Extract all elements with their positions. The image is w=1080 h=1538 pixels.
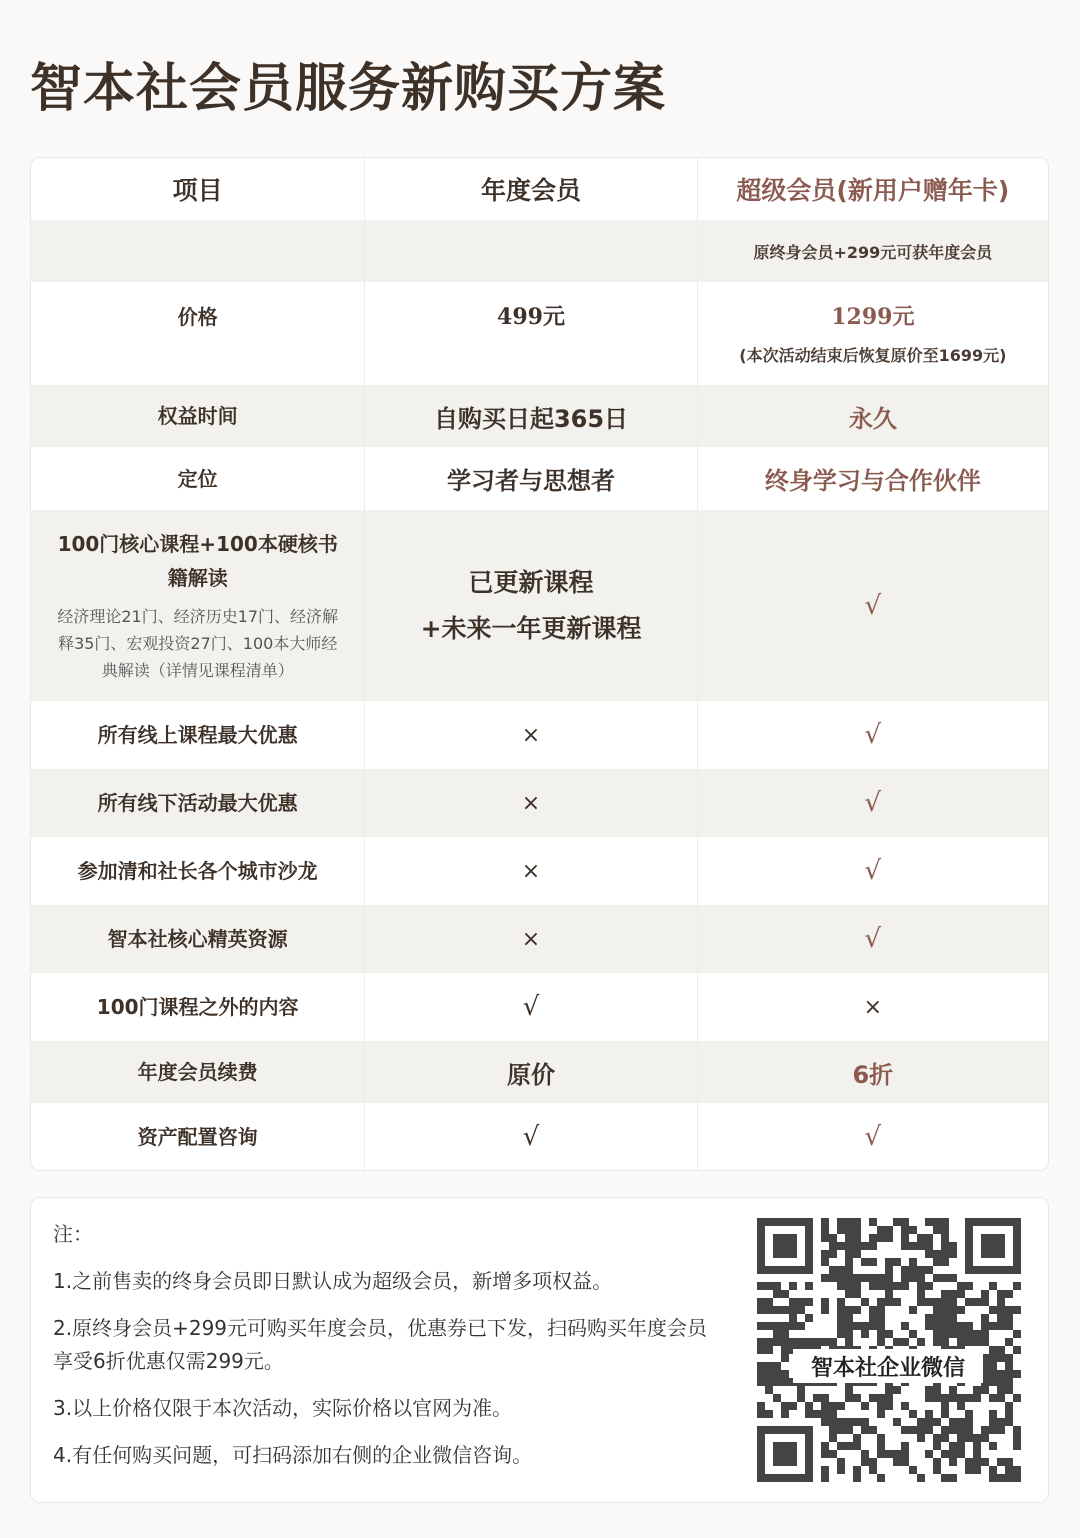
duration-annual: 自购买日起365日 [433, 404, 629, 433]
qr-code[interactable] [753, 1216, 1025, 1484]
row-label: 智本社核心精英资源 [107, 927, 288, 951]
header-note-row [31, 220, 1048, 282]
table-row [31, 769, 1048, 837]
check-icon: √ [864, 924, 882, 954]
check-icon: √ [522, 992, 540, 1022]
note-item: 1.之前售卖的终身会员即日默认成为超级会员，新增多项权益。 [53, 1269, 613, 1293]
price-annual: 499元 [497, 304, 565, 330]
consult-label: 资产配置咨询 [137, 1124, 258, 1149]
position-label: 定位 [177, 466, 218, 491]
comparison-table [30, 157, 1049, 1171]
notes-card [30, 1197, 1049, 1503]
table-row [31, 701, 1048, 769]
renewal-annual: 原价 [507, 1060, 556, 1089]
cross-icon: × [521, 790, 541, 816]
row-label: 参加清和社长各个城市沙龙 [77, 859, 318, 883]
courses-annual-line2: +未来一年更新课程 [420, 613, 642, 643]
check-icon: √ [864, 856, 882, 886]
cross-icon: × [863, 994, 883, 1020]
renewal-super: 6折 [852, 1060, 894, 1089]
table-header-row [31, 158, 1048, 220]
check-icon: √ [522, 1121, 540, 1152]
row-label: 所有线下活动最大优惠 [97, 791, 298, 815]
check-icon: √ [864, 590, 882, 621]
check-icon: √ [864, 1121, 882, 1152]
note-item: 2.原终身会员+299元可购买年度会员，优惠券已下发，扫码购买年度会员享受6折优惠仅需299元。 [53, 1316, 708, 1373]
notes-list [53, 1218, 713, 1486]
price-super-note: (本次活动结束后恢复原价至1699元) [739, 346, 1007, 365]
table-row [31, 973, 1048, 1041]
notes-heading: 注： [53, 1222, 93, 1246]
table-row [31, 905, 1048, 973]
courses-detail: 经济理论21门、经济历史17门、经济解释35门、宏观投资27门、100本大师经典解读（详情见课程清单） [57, 607, 339, 680]
courses-annual-line1: 已更新课程 [468, 567, 594, 597]
page-title: 智本社会员服务新购买方案 [30, 59, 667, 119]
check-icon: √ [864, 788, 882, 818]
courses-label: 100门核心课程+100本硬核书籍解读 [57, 532, 338, 590]
renewal-label: 年度会员续费 [137, 1060, 258, 1084]
header-super: 超级会员(新用户赠年卡) [736, 176, 1010, 205]
header-item: 项目 [31, 158, 365, 220]
duration-row [31, 385, 1048, 447]
position-annual: 学习者与思想者 [447, 467, 616, 495]
consult-row [31, 1103, 1048, 1170]
header-annual: 年度会员 [365, 158, 697, 220]
price-row [31, 282, 1048, 385]
note-item: 3.以上价格仅限于本次活动，实际价格以官网为准。 [53, 1396, 513, 1420]
cross-icon: × [521, 858, 541, 884]
header-note: 原终身会员+299元可获年度会员 [753, 242, 993, 262]
duration-super: 永久 [848, 404, 897, 433]
qr-label: 智本社企业微信 [793, 1349, 983, 1383]
price-label: 价格 [177, 305, 218, 329]
row-label: 所有线上课程最大优惠 [97, 723, 298, 747]
note-item: 4.有任何购买问题，可扫码添加右侧的企业微信咨询。 [53, 1443, 533, 1467]
courses-row [31, 510, 1048, 701]
check-icon: √ [864, 720, 882, 750]
cross-icon: × [521, 722, 541, 748]
table-row [31, 837, 1048, 905]
renewal-row [31, 1041, 1048, 1103]
position-super: 终身学习与合作伙伴 [764, 467, 981, 495]
row-label: 100门课程之外的内容 [96, 995, 299, 1019]
position-row [31, 447, 1048, 510]
cross-icon: × [521, 926, 541, 952]
price-super: 1299元 [831, 304, 915, 330]
duration-label: 权益时间 [157, 404, 238, 428]
